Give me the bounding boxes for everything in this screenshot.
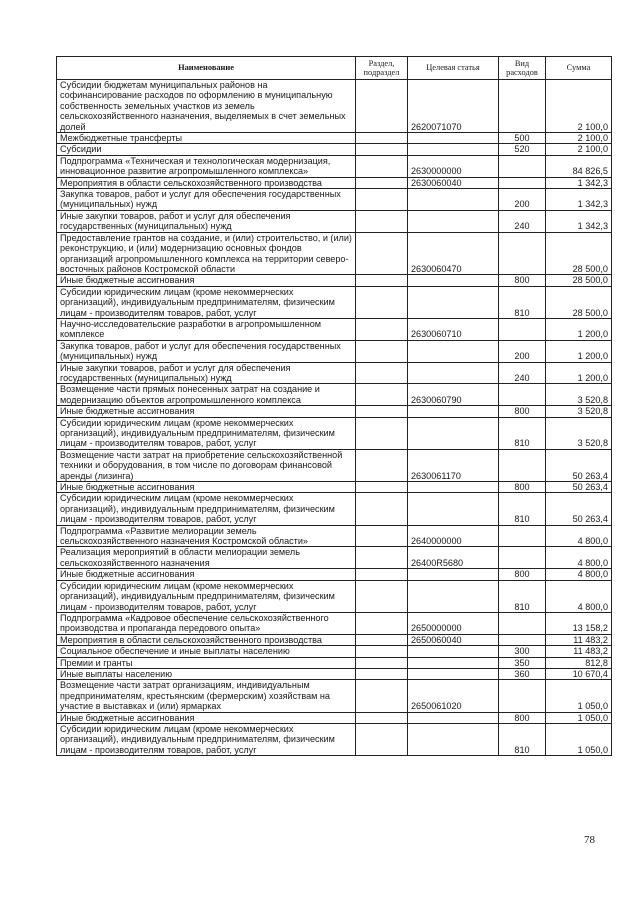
cell-section <box>356 384 408 406</box>
cell-target <box>408 340 499 362</box>
cell-target: 2630060710 <box>408 318 499 340</box>
cell-name: Закупка товаров, работ и услуг для обеспечения государственных (муниципальных) нужд <box>57 189 356 211</box>
cell-name: Субсидии бюджетам муниципальных районов на софинансирование расходов по оформлению в муниципальную собственность земельных участков из земель сельскохозяйственного назначения, выделяемых в счет земельных долей <box>57 80 356 133</box>
cell-sum: 2 100,0 <box>546 133 612 144</box>
cell-kind: 520 <box>499 144 546 155</box>
table-row <box>57 384 612 406</box>
cell-section <box>356 177 408 188</box>
cell-kind <box>499 384 546 406</box>
cell-kind <box>499 612 546 634</box>
table-row <box>57 275 612 286</box>
table-body <box>57 80 612 756</box>
cell-section <box>356 482 408 493</box>
cell-target: 26400R5680 <box>408 547 499 569</box>
table-row <box>57 668 612 679</box>
table-row <box>57 680 612 712</box>
cell-section <box>356 668 408 679</box>
cell-kind: 810 <box>499 286 546 318</box>
table-row <box>57 80 612 133</box>
cell-target <box>408 569 499 580</box>
cell-section <box>356 80 408 133</box>
cell-kind: 350 <box>499 657 546 668</box>
cell-kind <box>499 232 546 275</box>
cell-name: Межбюджетные трансферты <box>57 133 356 144</box>
cell-section <box>356 340 408 362</box>
cell-sum: 4 800,0 <box>546 569 612 580</box>
cell-sum: 1 342,3 <box>546 210 612 232</box>
cell-target <box>408 657 499 668</box>
cell-sum: 3 520,8 <box>546 406 612 417</box>
cell-sum: 1 342,3 <box>546 189 612 211</box>
cell-name: Закупка товаров, работ и услуг для обеспечения государственных (муниципальных) нужд <box>57 340 356 362</box>
cell-target <box>408 286 499 318</box>
cell-target <box>408 275 499 286</box>
cell-kind: 240 <box>499 362 546 384</box>
cell-target <box>408 144 499 155</box>
cell-name: Премии и гранты <box>57 657 356 668</box>
cell-kind: 200 <box>499 189 546 211</box>
table-row <box>57 318 612 340</box>
cell-name: Научно-исследовательские разработки в агропромышленном комплексе <box>57 318 356 340</box>
cell-kind <box>499 318 546 340</box>
cell-section <box>356 646 408 657</box>
cell-kind: 300 <box>499 646 546 657</box>
cell-name: Возмещение части затрат организациям, индивидуальным предпринимателям, крестьянским (фермерским) хозяйствам на участие в выставках и (или) ярмарках <box>57 680 356 712</box>
cell-kind <box>499 634 546 645</box>
cell-name: Предоставление грантов на создание, и (или) строительство, и (или) реконструкцию, и (или) модернизацию основных фондов организаций агропромышленного комплекса на территории северо-восточных районов Костромской области <box>57 232 356 275</box>
table-row <box>57 634 612 645</box>
cell-section <box>356 144 408 155</box>
table-row <box>57 525 612 547</box>
cell-sum: 1 200,0 <box>546 362 612 384</box>
cell-name: Субсидии юридическим лицам (кроме некоммерческих организаций), индивидуальным предпринимателям, физическим лицам - производителям товаров, работ, услуг <box>57 286 356 318</box>
table-row <box>57 232 612 275</box>
cell-kind <box>499 525 546 547</box>
cell-sum: 2 100,0 <box>546 144 612 155</box>
table-row <box>57 362 612 384</box>
cell-section <box>356 569 408 580</box>
cell-kind <box>499 680 546 712</box>
cell-kind <box>499 449 546 481</box>
table-row <box>57 569 612 580</box>
cell-section <box>356 155 408 177</box>
cell-sum: 1 200,0 <box>546 318 612 340</box>
cell-target: 2650000000 <box>408 612 499 634</box>
cell-section <box>356 547 408 569</box>
cell-name: Субсидии юридическим лицам (кроме некоммерческих организаций), индивидуальным предпринимателям, физическим лицам - производителям товаров, работ, услуг <box>57 723 356 755</box>
cell-kind: 800 <box>499 569 546 580</box>
cell-name: Мероприятия в области сельскохозяйственного производства <box>57 177 356 188</box>
cell-section <box>356 723 408 755</box>
cell-section <box>356 133 408 144</box>
table-row <box>57 406 612 417</box>
cell-kind: 810 <box>499 493 546 525</box>
table-row <box>57 612 612 634</box>
cell-kind <box>499 177 546 188</box>
cell-sum: 28 500,0 <box>546 275 612 286</box>
table-row <box>57 286 612 318</box>
cell-sum: 50 263,4 <box>546 449 612 481</box>
cell-section <box>356 657 408 668</box>
cell-target <box>408 646 499 657</box>
table-row <box>57 646 612 657</box>
table-row <box>57 210 612 232</box>
cell-target <box>408 189 499 211</box>
table-row <box>57 133 612 144</box>
cell-target: 2620071070 <box>408 80 499 133</box>
cell-target: 2640000000 <box>408 525 499 547</box>
cell-name: Подпрограмма «Кадровое обеспечение сельскохозяйственного производства и пропаганда передового опыта» <box>57 612 356 634</box>
table-row <box>57 723 612 755</box>
table-row <box>57 547 612 569</box>
cell-section <box>356 210 408 232</box>
cell-kind: 800 <box>499 712 546 723</box>
cell-section <box>356 318 408 340</box>
cell-name: Субсидии юридическим лицам (кроме некоммерческих организаций), индивидуальным предпринимателям, физическим лицам - производителям товаров, работ, услуг <box>57 580 356 612</box>
table-row <box>57 340 612 362</box>
cell-kind: 810 <box>499 417 546 449</box>
cell-kind <box>499 80 546 133</box>
cell-kind: 360 <box>499 668 546 679</box>
cell-sum: 84 826,5 <box>546 155 612 177</box>
table-row <box>57 417 612 449</box>
cell-target <box>408 406 499 417</box>
table-row <box>57 657 612 668</box>
cell-target <box>408 417 499 449</box>
cell-name: Иные бюджетные ассигнования <box>57 275 356 286</box>
cell-name: Субсидии юридическим лицам (кроме некоммерческих организаций), индивидуальным предпринимателям, физическим лицам - производителям товаров, работ, услуг <box>57 493 356 525</box>
cell-section <box>356 680 408 712</box>
cell-sum: 3 520,8 <box>546 417 612 449</box>
cell-sum: 4 800,0 <box>546 547 612 569</box>
cell-target <box>408 362 499 384</box>
cell-kind: 800 <box>499 482 546 493</box>
cell-kind: 810 <box>499 723 546 755</box>
cell-name: Субсидии <box>57 144 356 155</box>
cell-section <box>356 286 408 318</box>
table-row <box>57 580 612 612</box>
cell-target: 2630060040 <box>408 177 499 188</box>
cell-target <box>408 668 499 679</box>
cell-name: Иные бюджетные ассигнования <box>57 482 356 493</box>
cell-target: 2630060470 <box>408 232 499 275</box>
cell-target: 2630000000 <box>408 155 499 177</box>
cell-target: 2650060040 <box>408 634 499 645</box>
budget-table <box>56 56 612 756</box>
page-number: 78 <box>584 834 595 846</box>
cell-sum: 10 670,4 <box>546 668 612 679</box>
cell-sum: 11 483,2 <box>546 646 612 657</box>
cell-target <box>408 580 499 612</box>
cell-section <box>356 275 408 286</box>
cell-target: 2630060790 <box>408 384 499 406</box>
cell-section <box>356 525 408 547</box>
cell-sum: 50 263,4 <box>546 482 612 493</box>
cell-sum: 1 200,0 <box>546 340 612 362</box>
cell-name: Реализация мероприятий в области мелиорации земель сельскохозяйственного назначения <box>57 547 356 569</box>
cell-section <box>356 189 408 211</box>
cell-sum: 3 520,8 <box>546 384 612 406</box>
cell-sum: 1 050,0 <box>546 680 612 712</box>
cell-section <box>356 612 408 634</box>
header-target: Целевая статья <box>408 57 499 80</box>
table-row <box>57 144 612 155</box>
cell-name: Иные закупки товаров, работ и услуг для обеспечения государственных (муниципальных) нужд <box>57 362 356 384</box>
cell-section <box>356 493 408 525</box>
cell-kind: 810 <box>499 580 546 612</box>
cell-section <box>356 362 408 384</box>
cell-name: Иные выплаты населению <box>57 668 356 679</box>
cell-kind: 800 <box>499 275 546 286</box>
header-kind: Вид расходов <box>499 57 546 80</box>
cell-kind: 240 <box>499 210 546 232</box>
cell-target <box>408 133 499 144</box>
cell-section <box>356 417 408 449</box>
cell-kind: 800 <box>499 406 546 417</box>
cell-section <box>356 712 408 723</box>
cell-sum: 4 800,0 <box>546 580 612 612</box>
header-section: Раздел, подраздел <box>356 57 408 80</box>
cell-sum: 4 800,0 <box>546 525 612 547</box>
cell-sum: 13 158,2 <box>546 612 612 634</box>
table-row <box>57 712 612 723</box>
cell-name: Социальное обеспечение и иные выплаты населению <box>57 646 356 657</box>
cell-sum: 2 100,0 <box>546 80 612 133</box>
cell-section <box>356 634 408 645</box>
cell-sum: 1 050,0 <box>546 723 612 755</box>
cell-target <box>408 712 499 723</box>
table-header <box>57 57 612 80</box>
cell-sum: 50 263,4 <box>546 493 612 525</box>
cell-name: Иные бюджетные ассигнования <box>57 406 356 417</box>
cell-name: Субсидии юридическим лицам (кроме некоммерческих организаций), индивидуальным предпринимателям, физическим лицам - производителям товаров, работ, услуг <box>57 417 356 449</box>
cell-kind <box>499 155 546 177</box>
cell-name: Подпрограмма «Техническая и технологическая модернизация, инновационное развитие агропромышленного комплекса» <box>57 155 356 177</box>
table-row <box>57 155 612 177</box>
cell-section <box>356 232 408 275</box>
cell-sum: 28 500,0 <box>546 286 612 318</box>
cell-kind: 500 <box>499 133 546 144</box>
cell-section <box>356 406 408 417</box>
cell-name: Возмещение части прямых понесенных затрат на создание и модернизацию объектов агропромышленного комплекса <box>57 384 356 406</box>
table-row <box>57 189 612 211</box>
table-row <box>57 493 612 525</box>
cell-target: 2630061170 <box>408 449 499 481</box>
cell-target <box>408 723 499 755</box>
table-row <box>57 482 612 493</box>
cell-section <box>356 580 408 612</box>
header-sum: Сумма <box>546 57 612 80</box>
cell-kind: 200 <box>499 340 546 362</box>
cell-kind <box>499 547 546 569</box>
cell-name: Возмещение части затрат на приобретение сельскохозяйственной техники и оборудования, в том числе по договорам финансовой аренды (лизинга) <box>57 449 356 481</box>
cell-name: Иные закупки товаров, работ и услуг для обеспечения государственных (муниципальных) нужд <box>57 210 356 232</box>
cell-sum: 1 050,0 <box>546 712 612 723</box>
cell-sum: 11 483,2 <box>546 634 612 645</box>
cell-target <box>408 493 499 525</box>
table-row <box>57 177 612 188</box>
cell-sum: 812,8 <box>546 657 612 668</box>
cell-name: Мероприятия в области сельскохозяйственного производства <box>57 634 356 645</box>
cell-target <box>408 210 499 232</box>
header-name: Наименование <box>57 57 356 80</box>
cell-target: 2650061020 <box>408 680 499 712</box>
cell-name: Подпрограмма «Развитие мелиорации земель сельскохозяйственного назначения Костромской области» <box>57 525 356 547</box>
cell-target <box>408 482 499 493</box>
cell-sum: 1 342,3 <box>546 177 612 188</box>
cell-sum: 28 500,0 <box>546 232 612 275</box>
table-row <box>57 449 612 481</box>
cell-name: Иные бюджетные ассигнования <box>57 569 356 580</box>
cell-name: Иные бюджетные ассигнования <box>57 712 356 723</box>
cell-section <box>356 449 408 481</box>
